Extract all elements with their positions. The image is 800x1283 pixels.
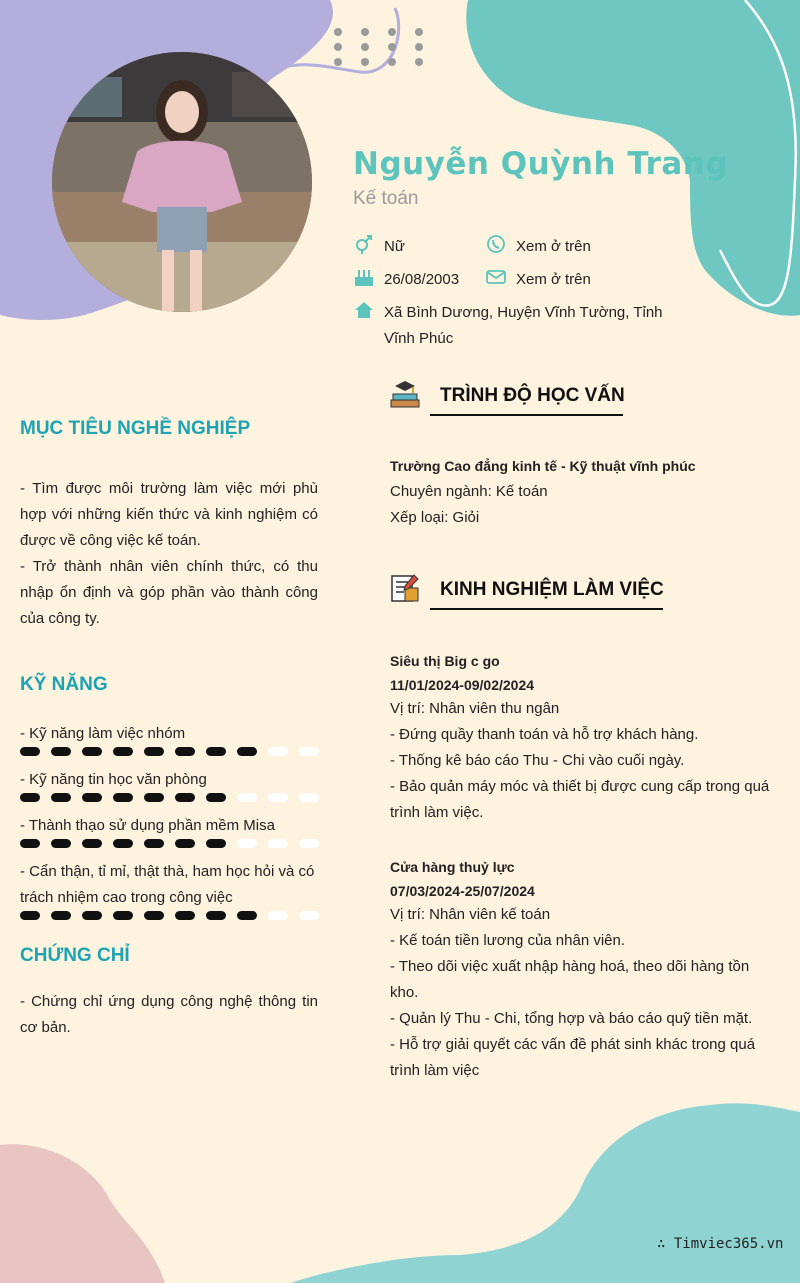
skill-dot-filled — [175, 793, 195, 802]
gender-icon — [354, 234, 374, 254]
skill-dot-filled — [206, 839, 226, 848]
skill-dot-filled — [20, 793, 40, 802]
skill-dot-filled — [20, 839, 40, 848]
job-period: 07/03/2024-25/07/2024 — [390, 883, 535, 899]
skill-dot-filled — [206, 793, 226, 802]
certificates-heading: CHỨNG CHỈ — [20, 945, 130, 966]
education-underline — [430, 414, 623, 416]
experience-job — [390, 854, 770, 1084]
job-company: Cửa hàng thuỷ lực — [390, 859, 515, 875]
skill-label: - Kỹ năng tin học văn phòng — [20, 771, 207, 788]
address-value: Xã Bình Dương, Huyện Vĩnh Tường, Tỉnh Vĩnh Phúc — [384, 304, 663, 347]
skill-dot-filled — [20, 911, 40, 920]
skill-dot-filled — [51, 747, 71, 756]
job-line: - Kế toán tiền lương của nhân viên. — [390, 932, 626, 949]
experience-underline — [430, 608, 663, 610]
skill-dot-filled — [51, 911, 71, 920]
job-period: 11/01/2024-09/02/2024 — [390, 677, 535, 693]
skill-dot-filled — [237, 747, 257, 756]
skill-dot-filled — [175, 839, 195, 848]
skill-dot-filled — [82, 747, 102, 756]
home-icon — [354, 300, 374, 320]
education-rank: Xếp loại: Giỏi — [390, 509, 480, 526]
skill-dot-empty — [268, 839, 288, 848]
experience-job — [390, 648, 770, 826]
skill-dot-filled — [175, 911, 195, 920]
watermark: ∴ Timviec365.vn — [657, 1236, 784, 1252]
skill-dot-filled — [113, 911, 133, 920]
skill-dot-filled — [206, 747, 226, 756]
skill-dot-empty — [268, 793, 288, 802]
skill-dot-filled — [144, 747, 164, 756]
job-line: - Bảo quản máy móc và thiết bị được cung cấp trong quá trình làm việc. — [390, 778, 770, 821]
profile-photo — [52, 52, 312, 312]
experience-icon — [389, 572, 421, 604]
education-icon — [389, 378, 421, 410]
birthdate-value: 26/08/2003 — [384, 271, 460, 288]
job-company: Siêu thị Big c go — [390, 653, 500, 669]
education-details — [390, 453, 770, 531]
skill-dot-filled — [82, 911, 102, 920]
skill-dot-filled — [113, 747, 133, 756]
skill-dot-filled — [175, 747, 195, 756]
skill-dot-empty — [299, 911, 319, 920]
job-line: - Hỗ trợ giải quyết các vấn đề phát sinh khác trong quá trình làm việc — [390, 1036, 756, 1079]
job-line: - Theo dõi việc xuất nhập hàng hoá, theo dõi hàng tồn kho. — [390, 958, 750, 1001]
job-line: - Quản lý Thu - Chi, tổng hợp và báo cáo quỹ tiền mặt. — [390, 1010, 753, 1027]
phone-icon — [486, 234, 506, 254]
objective-text — [20, 476, 318, 632]
skill-dot-filled — [206, 911, 226, 920]
objective-line: - Trở thành nhân viên chính thức, có thu nhập ổn định và góp phần vào thành công của công ty. — [20, 558, 318, 627]
skill-dot-empty — [268, 747, 288, 756]
gender-value: Nữ — [384, 238, 405, 255]
skills-heading: KỸ NĂNG — [20, 674, 108, 695]
skill-dot-empty — [237, 839, 257, 848]
skill-dot-filled — [82, 839, 102, 848]
skill-dot-filled — [20, 747, 40, 756]
skill-dot-empty — [299, 793, 319, 802]
skill-dot-filled — [144, 911, 164, 920]
photo-illustration — [52, 52, 312, 312]
job-line: - Thống kê báo cáo Thu - Chi vào cuối ngày. — [390, 752, 685, 769]
education-school: Trường Cao đẳng kinh tế - Kỹ thuật vĩnh phúc — [390, 458, 696, 474]
skill-dot-filled — [237, 911, 257, 920]
education-major: Chuyên ngành: Kế toán — [390, 483, 548, 500]
skill-dot-filled — [113, 793, 133, 802]
skill-label: - Thành thạo sử dụng phần mềm Misa — [20, 817, 275, 834]
candidate-name: Nguyễn Quỳnh Trang — [353, 146, 729, 182]
email-value: Xem ở trên — [516, 271, 591, 288]
job-title: Kế toán — [353, 188, 419, 209]
skill-dot-filled — [51, 793, 71, 802]
objective-heading: MỤC TIÊU NGHỀ NGHIỆP — [20, 418, 251, 439]
skill-dot-empty — [299, 839, 319, 848]
phone-value: Xem ở trên — [516, 238, 591, 255]
experience-heading: KINH NGHIỆM LÀM VIỆC — [440, 579, 664, 600]
job-line: - Đứng quầy thanh toán và hỗ trợ khách hàng. — [390, 726, 699, 743]
objective-line: - Tìm được môi trường làm việc mới phù hợp với những kiến thức và kinh nghiệm có được về công việc kế toán. — [20, 480, 318, 549]
skill-dot-empty — [268, 911, 288, 920]
skill-dot-filled — [51, 839, 71, 848]
certificates-text: - Chứng chỉ ứng dụng công nghệ thông tin cơ bản. — [20, 993, 318, 1036]
skill-label: - Kỹ năng làm việc nhóm — [20, 725, 186, 742]
job-line: Vị trí: Nhân viên thu ngân — [390, 700, 560, 717]
skill-dot-filled — [144, 839, 164, 848]
skill-dot-filled — [113, 839, 133, 848]
email-icon — [486, 267, 506, 287]
education-heading: TRÌNH ĐỘ HỌC VẤN — [440, 385, 625, 406]
skill-dot-filled — [144, 793, 164, 802]
job-line: Vị trí: Nhân viên kế toán — [390, 906, 551, 923]
skill-dot-empty — [237, 793, 257, 802]
cake-icon — [354, 267, 374, 287]
skill-dot-filled — [82, 793, 102, 802]
skill-dot-empty — [299, 747, 319, 756]
skill-label: - Cẩn thận, tỉ mỉ, thật thà, ham học hỏi và có trách nhiệm cao trong công việc — [20, 863, 315, 906]
